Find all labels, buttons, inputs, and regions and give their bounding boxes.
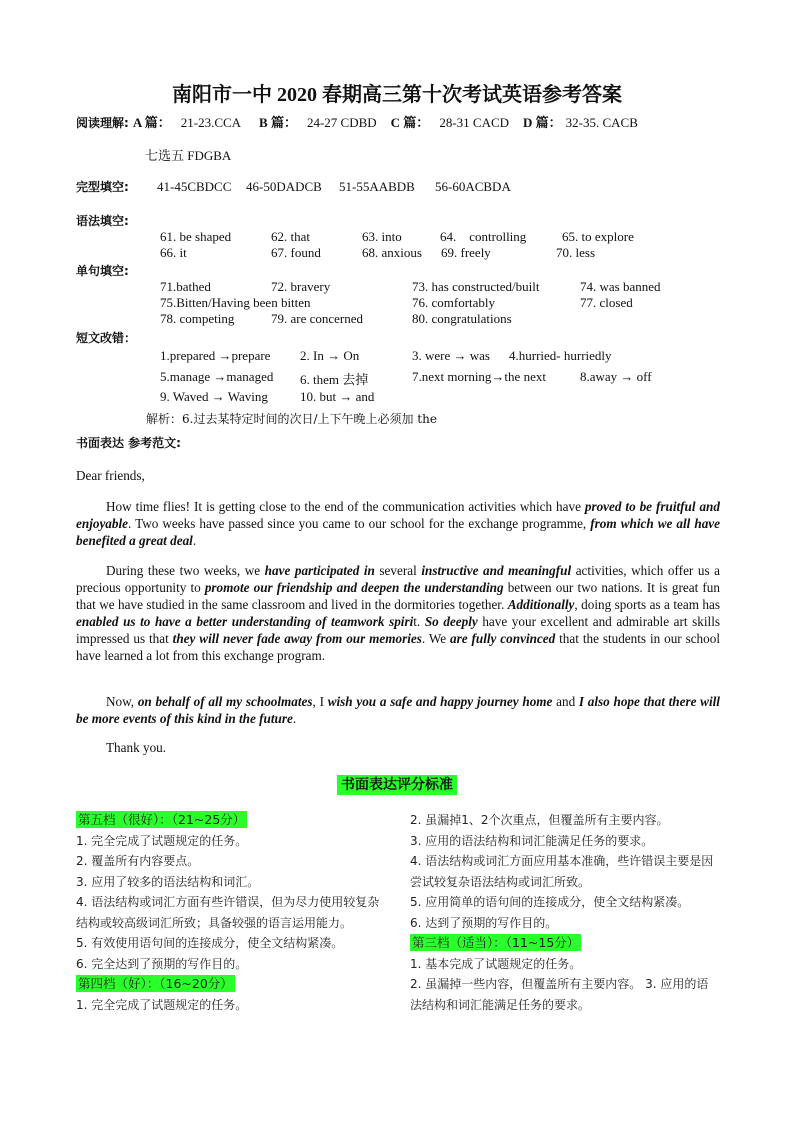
sentence-answer: 78. competing [160,311,235,326]
rubric-left-column [76,810,386,1015]
band5-label: 第五档（很好）：（21~25分） [78,812,246,827]
emphasis-phrase: promote our friendship and deepen the understanding [204,580,504,595]
correction-item: 3. were → was [412,348,490,363]
letter-text: t. [413,614,425,629]
rubric-right-column [410,810,720,1015]
correction-note: 解析：6.过去某特定时间的次日/上下午晚上必须加 the [146,412,437,426]
reading-label: 阅读理解: [76,116,129,130]
grammar-answer: 62. that [271,229,310,244]
grammar-answer: 67. found [271,245,321,260]
grammar-answer: 63. into [362,229,402,244]
sentence-answer: 74. was banned [580,279,661,294]
sentence-answer: 77. closed [580,295,633,310]
emphasis-phrase: are fully convinced [450,631,556,646]
letter-body-3 [76,693,720,727]
letter-paragraph-3 [76,693,720,727]
correction-item: 2. In → On [300,348,360,363]
sentence-answer: 79. are concerned [271,311,364,326]
emphasis-phrase: instructive and meaningful [421,563,572,578]
rubric-item: 3. 应用了较多的语法结构和词汇。 [76,874,260,889]
grammar-answer: 65. to explore [562,229,634,244]
rubric-item: 6. 完全达到了预期的写作目的。 [76,956,248,971]
emphasis-phrase: on behalf of all my schoolmates [137,694,313,709]
reading-row [76,112,638,132]
letter-closing: Thank you. [106,740,167,755]
cloze-row [76,178,129,196]
rubric-item: 5. 有效使用语句间的连接成分，使全文结构紧凑。 [76,936,344,950]
letter-text: between our two nations. It is great fun that we have studied in the same classroom and lived in the dormitories together. [76,580,720,612]
rubric-item: 4. 语法结构或词汇方面应用基本准确，些许错误主要是因尝试较复杂语法结构或词汇所致。 [410,854,714,889]
correction-item: 4.hurried- hurriedly [509,348,612,363]
rubric-item: 1. 完全完成了试题规定的任务。 [76,833,248,848]
letter-text: several [374,563,422,578]
sentence-answer: 73. has constructed/built [412,279,540,294]
grammar-answer: 68. anxious [362,245,422,260]
writing-label: 书面表达 参考范文: [76,436,181,450]
correction-item: 9. Waved → Waving [160,389,268,404]
rubric-item: 1. 基本完成了试题规定的任务。 [410,956,582,971]
letter-body [76,498,720,549]
sentence-answer: 72. bravery [271,279,331,294]
reading-c-label: C 篇： [390,115,430,130]
letter-text: . We [421,631,451,646]
reading-b-label: B 篇： [259,115,297,130]
grammar-label: 语法填空: [76,214,129,228]
sentence-answer: 80. congratulations [412,311,512,326]
letter-text: , doing sports as a team has [574,597,720,612]
grammar-answer: 66. it [160,245,187,260]
correction-item: 7.next morning→the next [412,369,546,384]
letter-text: . Two weeks have passed since you came to our school for the exchange programme, [128,516,591,531]
letter-text: . [292,711,297,726]
grammar-answer: 64. controlling [440,229,527,244]
grammar-answer: 70. less [556,245,595,260]
cloze-label: 完型填空: [76,180,129,194]
grammar-answer: 69. freely [441,245,491,260]
emphasis-phrase: wish you a safe and happy journey home [327,694,553,709]
sentence-answer: 76. comfortably [412,295,496,310]
letter-text: that the students in our school have learned a lot from this exchange program. [76,631,721,663]
reading-b-value: 24-27 CDBD [306,115,377,130]
correction-item: 1.prepared →prepare [160,348,271,363]
reading-a-label: A 篇： [132,115,171,130]
emphasis-phrase: enabled us to have a better understanding of teamwork spiri [76,614,414,629]
letter-greeting: Dear friends, [76,468,145,483]
sentence-answer: 75.Bitten/Having been bitten [160,295,311,310]
emphasis-phrase: So deeply [424,614,478,629]
rubric-heading: 书面表达评分标准 [337,775,457,795]
cloze-group: 51-55AABDB [339,179,415,194]
letter-text: Now, [106,694,138,709]
rubric-heading-wrap [0,774,794,794]
grammar-answer: 61. be shaped [160,229,232,244]
correction-item: 10. but → and [300,389,375,404]
correction-item: 8.away → off [580,369,652,384]
letter-text: During these two weeks, we [106,563,265,578]
emphasis-phrase: they will never fade away from our memories [172,631,422,646]
cloze-group: 41-45CBDCC [157,179,232,194]
seven-five-answer: 七选五 FDGBA [145,148,232,163]
rubric-item: 6. 达到了预期的写作目的。 [410,915,558,930]
letter-text: . [192,533,197,548]
emphasis-phrase: from which we all have benefited a great deal [76,516,721,548]
reading-d-value: 32-35. CACB [565,115,638,130]
letter-text: have your excellent and admirable art skills impressed us that [76,614,720,646]
correction-item: 6. them 去掉 [300,372,369,387]
emphasis-phrase: Additionally [507,597,575,612]
emphasis-phrase: I also hope that there will be more events of this kind in the future [76,694,720,726]
letter-text: , I [312,694,328,709]
correction-item: 5.manage →managed [160,369,274,384]
letter-text: activities, which offer us a precious opportunity to [76,563,721,595]
band3-label: 第三档（适当）：（11~15分） [412,935,580,950]
cloze-group: 56-60ACBDA [435,179,511,194]
rubric-item: 2. 虽漏掉1、2个次重点，但覆盖所有主要内容。 [410,813,669,827]
emphasis-phrase: have participated in [264,563,375,578]
letter-paragraph-1 [76,498,720,549]
reading-c-value: 28-31 CACD [439,115,510,130]
letter-paragraph-2 [76,562,720,664]
sentence-label: 单句填空: [76,264,129,278]
cloze-group: 46-50DADCB [246,179,322,194]
rubric-item: 2. 覆盖所有内容要点。 [76,854,200,868]
letter-text: and [552,694,579,709]
rubric-item: 4. 语法结构或词汇方面有些许错误，但为尽力使用较复杂结构或较高级词汇所致；具备较强的语言运用能力。 [76,895,380,930]
sentence-answer: 71.bathed [160,279,211,294]
rubric-item: 3. 应用的语法结构和词汇能满足任务的要求。 [410,833,654,848]
correction-label: 短文改错： [76,331,137,345]
reading-d-label: D 篇： [523,115,562,130]
rubric-item: 5. 应用简单的语句间的连接成分，使全文结构紧凑。 [410,895,690,909]
letter-text: How time flies! It is getting close to the end of the communication activities which have [106,499,585,514]
letter-body-2 [76,562,720,664]
rubric-item: 2. 虽漏掉一些内容，但覆盖所有主要内容。 3. 应用的语法结构和词汇能满足任务的要求。 [410,977,709,1012]
reading-a-value: 21-23.CCA [180,115,242,130]
band4-label: 第四档（好）：（16~20分） [78,976,233,991]
rubric-item: 1. 完全完成了试题规定的任务。 [76,997,248,1012]
emphasis-phrase: proved to be fruitful and enjoyable [76,499,720,531]
page-title: 南阳市一中 2020 春期高三第十次考试英语参考答案 [172,84,622,106]
